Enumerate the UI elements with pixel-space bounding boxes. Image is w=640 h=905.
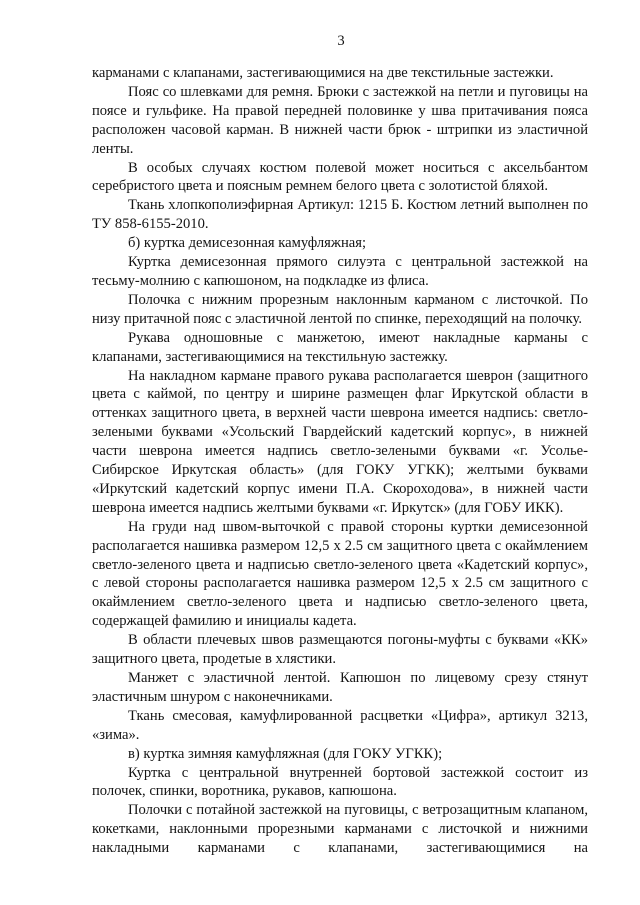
paragraph-12: Манжет с эластичной лентой. Капюшон по лицевому срезу стянут эластичным шнуром с наконечниками. (92, 670, 588, 705)
paragraph-1: карманами с клапанами, застегивающимися на две текстильные застежки. (92, 65, 554, 81)
paragraph-5: б) куртка демисезонная камуфляжная; (128, 235, 367, 252)
document-body (92, 64, 588, 858)
paragraph-4: Ткань хлопкополиэфирная Артикул: 1215 Б. Костюм летний выполнен по ТУ 858-6155-2010. (92, 197, 588, 233)
paragraph-10: На груди над швом-выточкой с правой стороны куртки демисезонной располагается нашивка размером 12,5 х 2.5 см защитного цвета с окаймлением светло-зеленого цвета и надписью светло-зеленого цвета «Кадетский корпус», с левой стороны располагается нашивка размером 12,5 х 2.5 см защитного с окаймлением светло-зеленого цвета и надписью светло-зеленого цвета, содержащей фамилию и инициалы кадета. (92, 518, 588, 630)
paragraph-2: Пояс со шлевками для ремня. Брюки с застежкой на петли и пуговицы на поясе и гульфике. На правой передней половинке у шва притачивания пояса расположен часовой карман. В нижней части брюк - штрипки из эластичной ленты. (92, 83, 588, 157)
paragraph-16: Полочки с потайной застежкой на пуговицы, с ветрозащитным клапаном, кокетками, наклонными прорезными карманами с листочкой и нижними накладными карманами с клапанами, застегивающимися на (92, 802, 588, 857)
paragraph-3: В особых случаях костюм полевой может носиться с аксельбантом серебристого цвета и поясным ремнем белого цвета с золотистой бляхой. (92, 159, 588, 195)
paragraph-13: Ткань смесовая, камуфлированной расцветки «Цифра», артикул 3213, «зима». (92, 707, 588, 743)
paragraph-6: Куртка демисезонная прямого силуэта с центральной застежкой на тесьму-молнию с капюшоном, на подкладке из флиса. (92, 254, 588, 289)
paragraph-15: Куртка с центральной внутренней бортовой застежкой состоит из полочек, спинки, воротника, рукавов, капюшона. (92, 764, 588, 800)
paragraph-8: Рукава одношовные с манжетою, имеют накладные карманы с клапанами, застегивающимися на текстильную застежку. (92, 329, 588, 365)
paragraph-14: в) куртка зимняя камуфляжная (для ГОКУ УГКК); (128, 745, 443, 762)
page-number: 3 (337, 33, 345, 49)
paragraph-7: Полочка с нижним прорезным наклонным карманом с листочкой. По низу притачной пояс с эластичной лентой по спинке, переходящий на полочку. (92, 291, 588, 327)
paragraph-11: В области плечевых швов размещаются погоны-муфты с буквами «КК» защитного цвета, продетые в хлястики. (92, 632, 588, 668)
paragraph-9: На накладном кармане правого рукава располагается шеврон (защитного цвета с каймой, по центру и ширине размещен флаг Иркутской области в оттенках защитного цвета, в верхней части шеврона имеется надпись: светло-зелеными буквами «Усольский Гвардейский кадетский корпус», в нижней части шеврона имеется надпись светло-зелеными буквами «г. Усолье-Сибирское Иркутская область» (для ГОКУ УГКК); желтыми буквами «Иркутский кадетский корпус имени П.А. Скороходова», в нижней части шеврона имеется надпись желтыми буквами «г. Иркутск» (для ГОБУ ИКК). (92, 367, 588, 516)
